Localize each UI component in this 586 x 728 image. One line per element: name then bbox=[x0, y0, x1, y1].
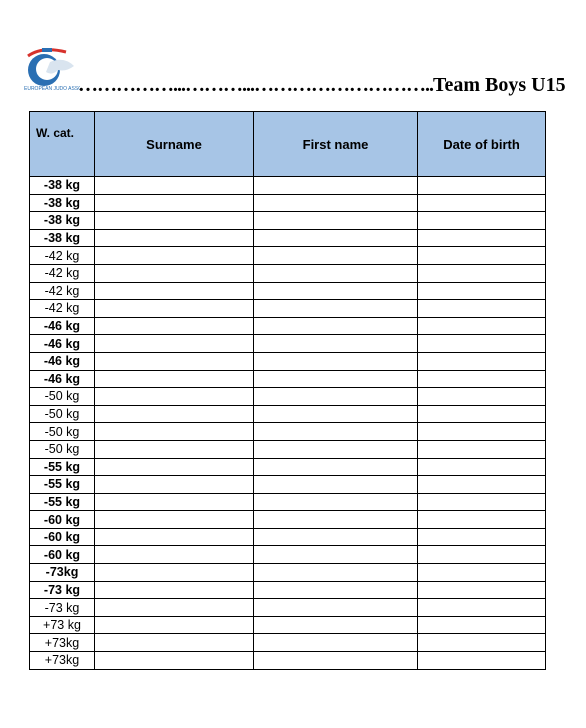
first-name-cell[interactable] bbox=[254, 335, 418, 353]
first-name-cell[interactable] bbox=[254, 458, 418, 476]
table-row bbox=[30, 528, 546, 546]
first-name-cell[interactable] bbox=[254, 599, 418, 617]
table-row bbox=[30, 177, 546, 195]
weight-category-cell: -73kg bbox=[30, 564, 95, 582]
first-name-cell[interactable] bbox=[254, 300, 418, 318]
date-of-birth-cell[interactable] bbox=[418, 370, 546, 388]
logo-text: EUROPEAN JUDO ASS bbox=[24, 86, 79, 92]
header-row bbox=[30, 112, 546, 177]
first-name-cell[interactable] bbox=[254, 177, 418, 195]
weight-category-cell: -46 kg bbox=[30, 370, 95, 388]
weight-category-cell: -55 kg bbox=[30, 493, 95, 511]
surname-cell[interactable] bbox=[95, 616, 254, 634]
weight-category-cell: -38 kg bbox=[30, 194, 95, 212]
date-of-birth-cell[interactable] bbox=[418, 423, 546, 441]
surname-cell[interactable] bbox=[95, 388, 254, 406]
date-of-birth-cell[interactable] bbox=[418, 616, 546, 634]
surname-cell[interactable] bbox=[95, 212, 254, 230]
weight-category-cell: -73 kg bbox=[30, 599, 95, 617]
col-surname: Surname bbox=[95, 112, 254, 177]
surname-cell[interactable] bbox=[95, 194, 254, 212]
weight-category-cell: -38 kg bbox=[30, 229, 95, 247]
date-of-birth-cell[interactable] bbox=[418, 546, 546, 564]
table-row bbox=[30, 405, 546, 423]
weight-category-cell: -42 kg bbox=[30, 247, 95, 265]
surname-cell[interactable] bbox=[95, 335, 254, 353]
surname-cell[interactable] bbox=[95, 405, 254, 423]
surname-cell[interactable] bbox=[95, 634, 254, 652]
first-name-cell[interactable] bbox=[254, 352, 418, 370]
first-name-cell[interactable] bbox=[254, 370, 418, 388]
first-name-cell[interactable] bbox=[254, 581, 418, 599]
title-text: Team Boys U15 bbox=[433, 74, 566, 96]
table-row bbox=[30, 616, 546, 634]
surname-cell[interactable] bbox=[95, 317, 254, 335]
first-name-cell[interactable] bbox=[254, 388, 418, 406]
table-row bbox=[30, 300, 546, 318]
first-name-cell[interactable] bbox=[254, 282, 418, 300]
surname-cell[interactable] bbox=[95, 282, 254, 300]
first-name-cell[interactable] bbox=[254, 264, 418, 282]
table-row bbox=[30, 352, 546, 370]
first-name-cell[interactable] bbox=[254, 405, 418, 423]
first-name-cell[interactable] bbox=[254, 317, 418, 335]
first-name-cell[interactable] bbox=[254, 546, 418, 564]
eja-logo bbox=[22, 42, 80, 100]
table-row bbox=[30, 335, 546, 353]
first-name-cell[interactable] bbox=[254, 229, 418, 247]
surname-cell[interactable] bbox=[95, 652, 254, 670]
date-of-birth-cell[interactable] bbox=[418, 194, 546, 212]
date-of-birth-cell[interactable] bbox=[418, 476, 546, 494]
date-of-birth-cell[interactable] bbox=[418, 581, 546, 599]
date-of-birth-cell[interactable] bbox=[418, 282, 546, 300]
first-name-cell[interactable] bbox=[254, 528, 418, 546]
table-row bbox=[30, 652, 546, 670]
first-name-cell[interactable] bbox=[254, 511, 418, 529]
date-of-birth-cell[interactable] bbox=[418, 388, 546, 406]
date-of-birth-cell[interactable] bbox=[418, 599, 546, 617]
weight-category-cell: -42 kg bbox=[30, 264, 95, 282]
surname-cell[interactable] bbox=[95, 528, 254, 546]
first-name-cell[interactable] bbox=[254, 564, 418, 582]
table-row bbox=[30, 282, 546, 300]
table-row bbox=[30, 194, 546, 212]
surname-cell[interactable] bbox=[95, 458, 254, 476]
team-title bbox=[78, 74, 566, 98]
surname-cell[interactable] bbox=[95, 546, 254, 564]
date-of-birth-cell[interactable] bbox=[418, 212, 546, 230]
date-of-birth-cell[interactable] bbox=[418, 634, 546, 652]
table-row bbox=[30, 476, 546, 494]
col-weight-category: W. cat. bbox=[30, 112, 95, 177]
col-first-name: First name bbox=[254, 112, 418, 177]
first-name-cell[interactable] bbox=[254, 247, 418, 265]
weight-category-cell: -60 kg bbox=[30, 511, 95, 529]
weight-category-cell: +73kg bbox=[30, 652, 95, 670]
date-of-birth-cell[interactable] bbox=[418, 440, 546, 458]
surname-cell[interactable] bbox=[95, 370, 254, 388]
table-row bbox=[30, 388, 546, 406]
table-row bbox=[30, 317, 546, 335]
surname-cell[interactable] bbox=[95, 511, 254, 529]
table-row bbox=[30, 229, 546, 247]
weight-category-cell: -60 kg bbox=[30, 546, 95, 564]
surname-cell[interactable] bbox=[95, 493, 254, 511]
table-row bbox=[30, 440, 546, 458]
table-row bbox=[30, 634, 546, 652]
table-row bbox=[30, 599, 546, 617]
table-row bbox=[30, 546, 546, 564]
title-dots: ……………...………...……………………….. bbox=[78, 74, 433, 96]
weight-category-cell: -50 kg bbox=[30, 423, 95, 441]
weight-category-cell: -42 kg bbox=[30, 282, 95, 300]
weight-category-cell: +73kg bbox=[30, 634, 95, 652]
weight-category-cell: -46 kg bbox=[30, 317, 95, 335]
surname-cell[interactable] bbox=[95, 177, 254, 195]
weight-category-cell: -42 kg bbox=[30, 300, 95, 318]
surname-cell[interactable] bbox=[95, 581, 254, 599]
table-row bbox=[30, 493, 546, 511]
weight-category-cell: -46 kg bbox=[30, 352, 95, 370]
weight-category-cell: -73 kg bbox=[30, 581, 95, 599]
table-row bbox=[30, 511, 546, 529]
first-name-cell[interactable] bbox=[254, 634, 418, 652]
weight-category-cell: +73 kg bbox=[30, 616, 95, 634]
date-of-birth-cell[interactable] bbox=[418, 300, 546, 318]
weight-category-cell: -50 kg bbox=[30, 405, 95, 423]
date-of-birth-cell[interactable] bbox=[418, 247, 546, 265]
date-of-birth-cell[interactable] bbox=[418, 352, 546, 370]
weight-category-cell: -38 kg bbox=[30, 212, 95, 230]
surname-cell[interactable] bbox=[95, 300, 254, 318]
first-name-cell[interactable] bbox=[254, 440, 418, 458]
date-of-birth-cell[interactable] bbox=[418, 229, 546, 247]
date-of-birth-cell[interactable] bbox=[418, 317, 546, 335]
surname-cell[interactable] bbox=[95, 423, 254, 441]
weight-category-cell: -50 kg bbox=[30, 440, 95, 458]
first-name-cell[interactable] bbox=[254, 212, 418, 230]
date-of-birth-cell[interactable] bbox=[418, 652, 546, 670]
date-of-birth-cell[interactable] bbox=[418, 511, 546, 529]
surname-cell[interactable] bbox=[95, 564, 254, 582]
table-row bbox=[30, 370, 546, 388]
first-name-cell[interactable] bbox=[254, 194, 418, 212]
date-of-birth-cell[interactable] bbox=[418, 264, 546, 282]
date-of-birth-cell[interactable] bbox=[418, 528, 546, 546]
first-name-cell[interactable] bbox=[254, 616, 418, 634]
date-of-birth-cell[interactable] bbox=[418, 493, 546, 511]
weight-category-cell: -46 kg bbox=[30, 335, 95, 353]
team-roster-table bbox=[29, 111, 546, 670]
first-name-cell[interactable] bbox=[254, 493, 418, 511]
first-name-cell[interactable] bbox=[254, 652, 418, 670]
weight-category-cell: -38 kg bbox=[30, 177, 95, 195]
date-of-birth-cell[interactable] bbox=[418, 458, 546, 476]
surname-cell[interactable] bbox=[95, 440, 254, 458]
table-row bbox=[30, 212, 546, 230]
date-of-birth-cell[interactable] bbox=[418, 564, 546, 582]
roster-body bbox=[30, 177, 546, 670]
table-row bbox=[30, 458, 546, 476]
table-row bbox=[30, 264, 546, 282]
weight-category-cell: -60 kg bbox=[30, 528, 95, 546]
table-row bbox=[30, 564, 546, 582]
date-of-birth-cell[interactable] bbox=[418, 405, 546, 423]
surname-cell[interactable] bbox=[95, 599, 254, 617]
surname-cell[interactable] bbox=[95, 352, 254, 370]
surname-cell[interactable] bbox=[95, 229, 254, 247]
weight-category-cell: -55 kg bbox=[30, 458, 95, 476]
date-of-birth-cell[interactable] bbox=[418, 335, 546, 353]
surname-cell[interactable] bbox=[95, 476, 254, 494]
table-row bbox=[30, 581, 546, 599]
first-name-cell[interactable] bbox=[254, 423, 418, 441]
surname-cell[interactable] bbox=[95, 247, 254, 265]
weight-category-cell: -55 kg bbox=[30, 476, 95, 494]
surname-cell[interactable] bbox=[95, 264, 254, 282]
first-name-cell[interactable] bbox=[254, 476, 418, 494]
col-date-of-birth: Date of birth bbox=[418, 112, 546, 177]
table-row bbox=[30, 247, 546, 265]
weight-category-cell: -50 kg bbox=[30, 388, 95, 406]
date-of-birth-cell[interactable] bbox=[418, 177, 546, 195]
table-row bbox=[30, 423, 546, 441]
